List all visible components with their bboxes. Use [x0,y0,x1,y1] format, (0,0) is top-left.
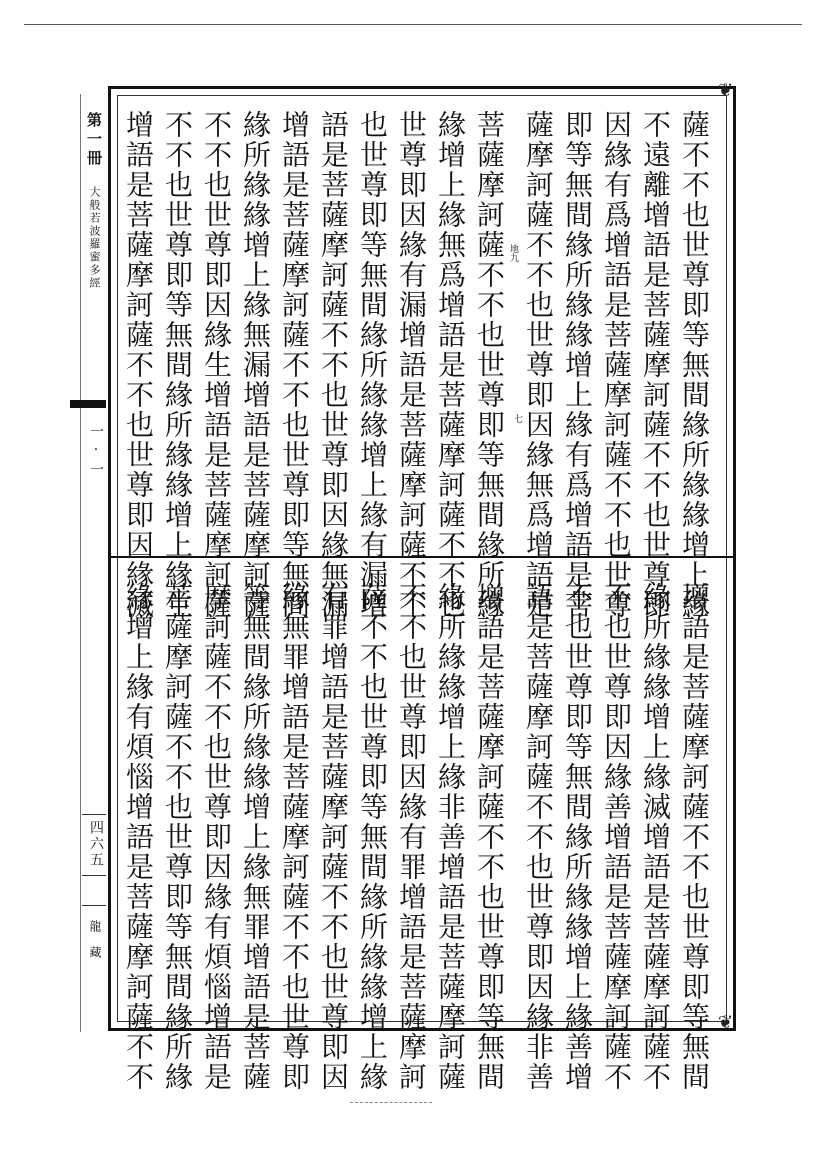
text-column: 增語是菩薩摩訶薩不不也世尊即等無間 [278,110,311,620]
text-column: 菩薩摩訶薩不不也世尊即等無間緣所緣 [473,110,506,620]
text-column: 語是菩薩摩訶薩不不也世尊即因緣無漏 [317,110,350,620]
text-column: 即等無間緣所緣緣增上緣有爲增語是菩 [561,110,594,620]
text-column: 不遠離增語是菩薩摩訶薩不不也世尊即 [639,110,672,620]
text-column: 不也世尊即因緣善增語是菩薩摩訶薩不 [600,582,633,1092]
text-column: 語是菩薩摩訶薩不不也世尊即因緣非善 [522,582,555,1092]
text-column: 因緣有爲增語是菩薩摩訶薩不不也世尊 [600,110,633,620]
page-number: 四六五 [88,820,104,868]
margin-marker [70,400,106,408]
text-column: 薩摩訶薩不不也世尊即因緣無爲增語是 [522,110,555,620]
text-column: 不也世尊即等無間緣所緣緣增上緣善增 [561,582,594,1092]
text-column: 摩訶薩不不也世尊即因緣有煩惱增語是 [200,582,233,1092]
fascicle-label: 一·一 [88,424,104,480]
collection-label: 龍藏 [88,920,102,972]
text-column: 等無間緣所緣緣增上緣無罪增語是菩薩 [239,582,272,1092]
text-column: 不不也世尊即因緣有罪增語是菩薩摩訶 [395,582,428,1092]
text-column: 增語是菩薩摩訶薩不不也世尊即因緣滅 [122,110,155,620]
text-column: 不不也世尊即因緣生增語是菩薩摩訶薩 [200,110,233,620]
text-column: 緣無罪增語是菩薩摩訶薩不不也世尊即 [278,582,311,1092]
text-column: 也世尊即等無間緣所緣緣增上緣有漏增 [356,110,389,620]
marginal-note: 地九 [508,244,518,262]
text-column: 緣所緣緣增上緣非善增語是菩薩摩訶薩 [434,582,467,1092]
text-column: 薩不不也世尊即等無間緣所緣緣增上緣 [678,110,711,620]
text-column: 不不也世尊即等無間緣所緣緣增上緣生 [161,110,194,620]
ornament-icon: ❦ [718,1012,734,1033]
text-column: 增語是菩薩摩訶薩不不也世尊即等無間 [678,582,711,1092]
text-column: 有罪增語是菩薩摩訶薩不不也世尊即因 [317,582,350,1092]
ornament-icon: ❦ [718,80,734,101]
text-column: 菩薩摩訶薩不不也世尊即等無間緣所緣 [161,582,194,1092]
margin-line [80,94,81,1032]
text-column: 增語是菩薩摩訶薩不不也世尊即等無間 [473,582,506,1092]
text-column: 緣增上緣有煩惱增語是菩薩摩訶薩不不 [122,582,155,1092]
scan-mark [350,1102,432,1106]
text-column: 緣所緣緣增上緣滅增語是菩薩摩訶薩不 [639,582,672,1092]
marginal-note: 七 [512,414,522,423]
text-column: 緣增上緣無爲增語是菩薩摩訶薩不不也 [434,110,467,620]
volume-label: 第一冊 [85,112,103,169]
text-column: 緣所緣緣增上緣無漏增語是菩薩摩訶薩 [239,110,272,620]
text-column: 薩不不也世尊即等無間緣所緣緣增上緣 [356,582,389,1092]
text-column: 世尊即因緣有漏增語是菩薩摩訶薩不不 [395,110,428,620]
sutra-title: 大般若波羅蜜多經 [88,186,101,290]
top-rule [24,24,802,25]
